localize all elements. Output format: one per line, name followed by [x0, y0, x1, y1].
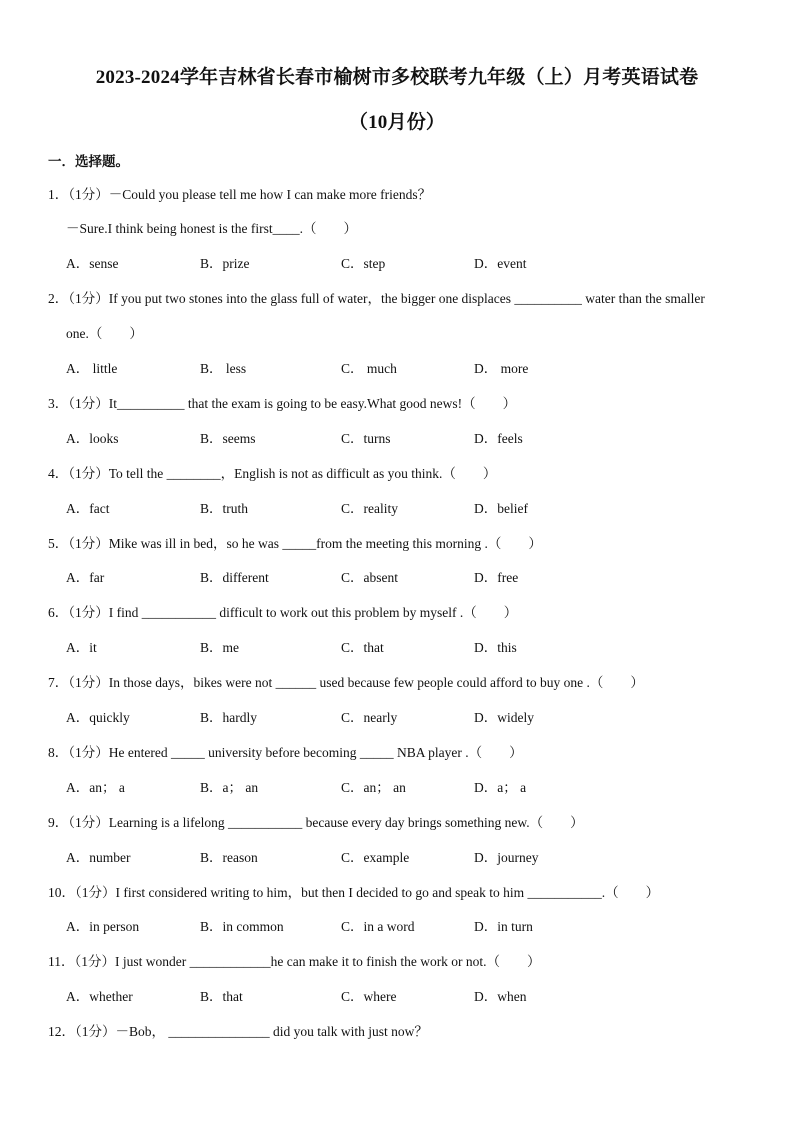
option-a[interactable]: A．sense	[66, 256, 119, 271]
option-d[interactable]: D．widely	[474, 710, 534, 725]
option-d[interactable]: D．journey	[474, 850, 539, 865]
option-d[interactable]: D． more	[474, 361, 529, 376]
question-12-stem: 12．（1分）－Bob， _______________ did you talk with just now？	[48, 1024, 428, 1039]
option-d[interactable]: D．this	[474, 640, 517, 655]
option-a[interactable]: A．quickly	[66, 710, 130, 725]
option-c[interactable]: C．example	[341, 850, 410, 865]
section-heading: 一．选择题。	[48, 154, 129, 169]
option-a[interactable]: A． little	[66, 361, 118, 376]
option-b[interactable]: B．hardly	[200, 710, 257, 725]
question-10-stem: 10．（1分）I first considered writing to him，but then I decided to go and speak to him ___________.（ ）	[48, 885, 660, 900]
option-c[interactable]: C．turns	[341, 431, 391, 446]
option-b[interactable]: B．reason	[200, 850, 258, 865]
question-11-stem: 11．（1分）I just wonder ____________he can make it to finish the work or not.（ ）	[48, 954, 541, 969]
option-b[interactable]: B．different	[200, 570, 269, 585]
option-b[interactable]: B．that	[200, 989, 243, 1004]
question-4-stem: 4．（1分）To tell the ________，English is not as difficult as you think.（ ）	[48, 466, 497, 481]
question-2-stem: 2．（1分）If you put two stones into the glass full of water，the bigger one displaces __________ water than the smaller	[48, 291, 705, 306]
option-c[interactable]: C．absent	[341, 570, 398, 585]
option-c[interactable]: C．an； an	[341, 780, 406, 795]
option-a[interactable]: A．whether	[66, 989, 133, 1004]
option-c[interactable]: C．step	[341, 256, 386, 271]
option-a[interactable]: A．looks	[66, 431, 119, 446]
option-b[interactable]: B．in common	[200, 919, 284, 934]
option-d[interactable]: D．event	[474, 256, 527, 271]
option-d[interactable]: D．when	[474, 989, 527, 1004]
option-d[interactable]: D．a； a	[474, 780, 527, 795]
option-b[interactable]: B．prize	[200, 256, 250, 271]
option-b[interactable]: B．a； an	[200, 780, 259, 795]
question-3-stem: 3．（1分）It__________ that the exam is going to be easy.What good news!（ ）	[48, 396, 517, 411]
option-a[interactable]: A．fact	[66, 501, 110, 516]
option-c[interactable]: C．reality	[341, 501, 398, 516]
question-6-stem: 6．（1分）I find ___________ difficult to work out this problem by myself .（ ）	[48, 605, 518, 620]
option-a[interactable]: A．in person	[66, 919, 140, 934]
option-b[interactable]: B．truth	[200, 501, 249, 516]
option-c[interactable]: C．in a word	[341, 919, 415, 934]
option-d[interactable]: D．free	[474, 570, 519, 585]
option-c[interactable]: C．that	[341, 640, 384, 655]
option-c[interactable]: C．nearly	[341, 710, 398, 725]
question-2-stem-line2: one.（ ）	[66, 326, 143, 341]
option-d[interactable]: D．feels	[474, 431, 523, 446]
option-c[interactable]: C．where	[341, 989, 397, 1004]
option-b[interactable]: B．me	[200, 640, 239, 655]
option-c[interactable]: C． much	[341, 361, 397, 376]
question-5-stem: 5．（1分）Mike was ill in bed，so he was _____from the meeting this morning .（ ）	[48, 536, 542, 551]
question-8-stem: 8．（1分）He entered _____ university before becoming _____ NBA player .（ ）	[48, 745, 523, 760]
option-a[interactable]: A．number	[66, 850, 131, 865]
question-1-stem-line2: －Sure.I think being honest is the first____.（ ）	[66, 221, 357, 236]
option-b[interactable]: B．seems	[200, 431, 256, 446]
option-b[interactable]: B． less	[200, 361, 247, 376]
option-a[interactable]: A．an； a	[66, 780, 125, 795]
question-7-stem: 7．（1分）In those days，bikes were not ______ used because few people could afford to buy one .（ ）	[48, 675, 644, 690]
exam-subtitle: （10月份）	[348, 112, 446, 133]
question-9-stem: 9．（1分）Learning is a lifelong ___________ because every day brings something new.（ ）	[48, 815, 584, 830]
question-1-stem: 1．（1分）－Could you please tell me how I can make more friends？	[48, 187, 432, 202]
option-a[interactable]: A．far	[66, 570, 105, 585]
option-d[interactable]: D．in turn	[474, 919, 533, 934]
exam-title: 2023-2024学年吉林省长春市榆树市多校联考九年级（上）月考英语试卷	[95, 67, 699, 88]
option-d[interactable]: D．belief	[474, 501, 528, 516]
option-a[interactable]: A．it	[66, 640, 97, 655]
